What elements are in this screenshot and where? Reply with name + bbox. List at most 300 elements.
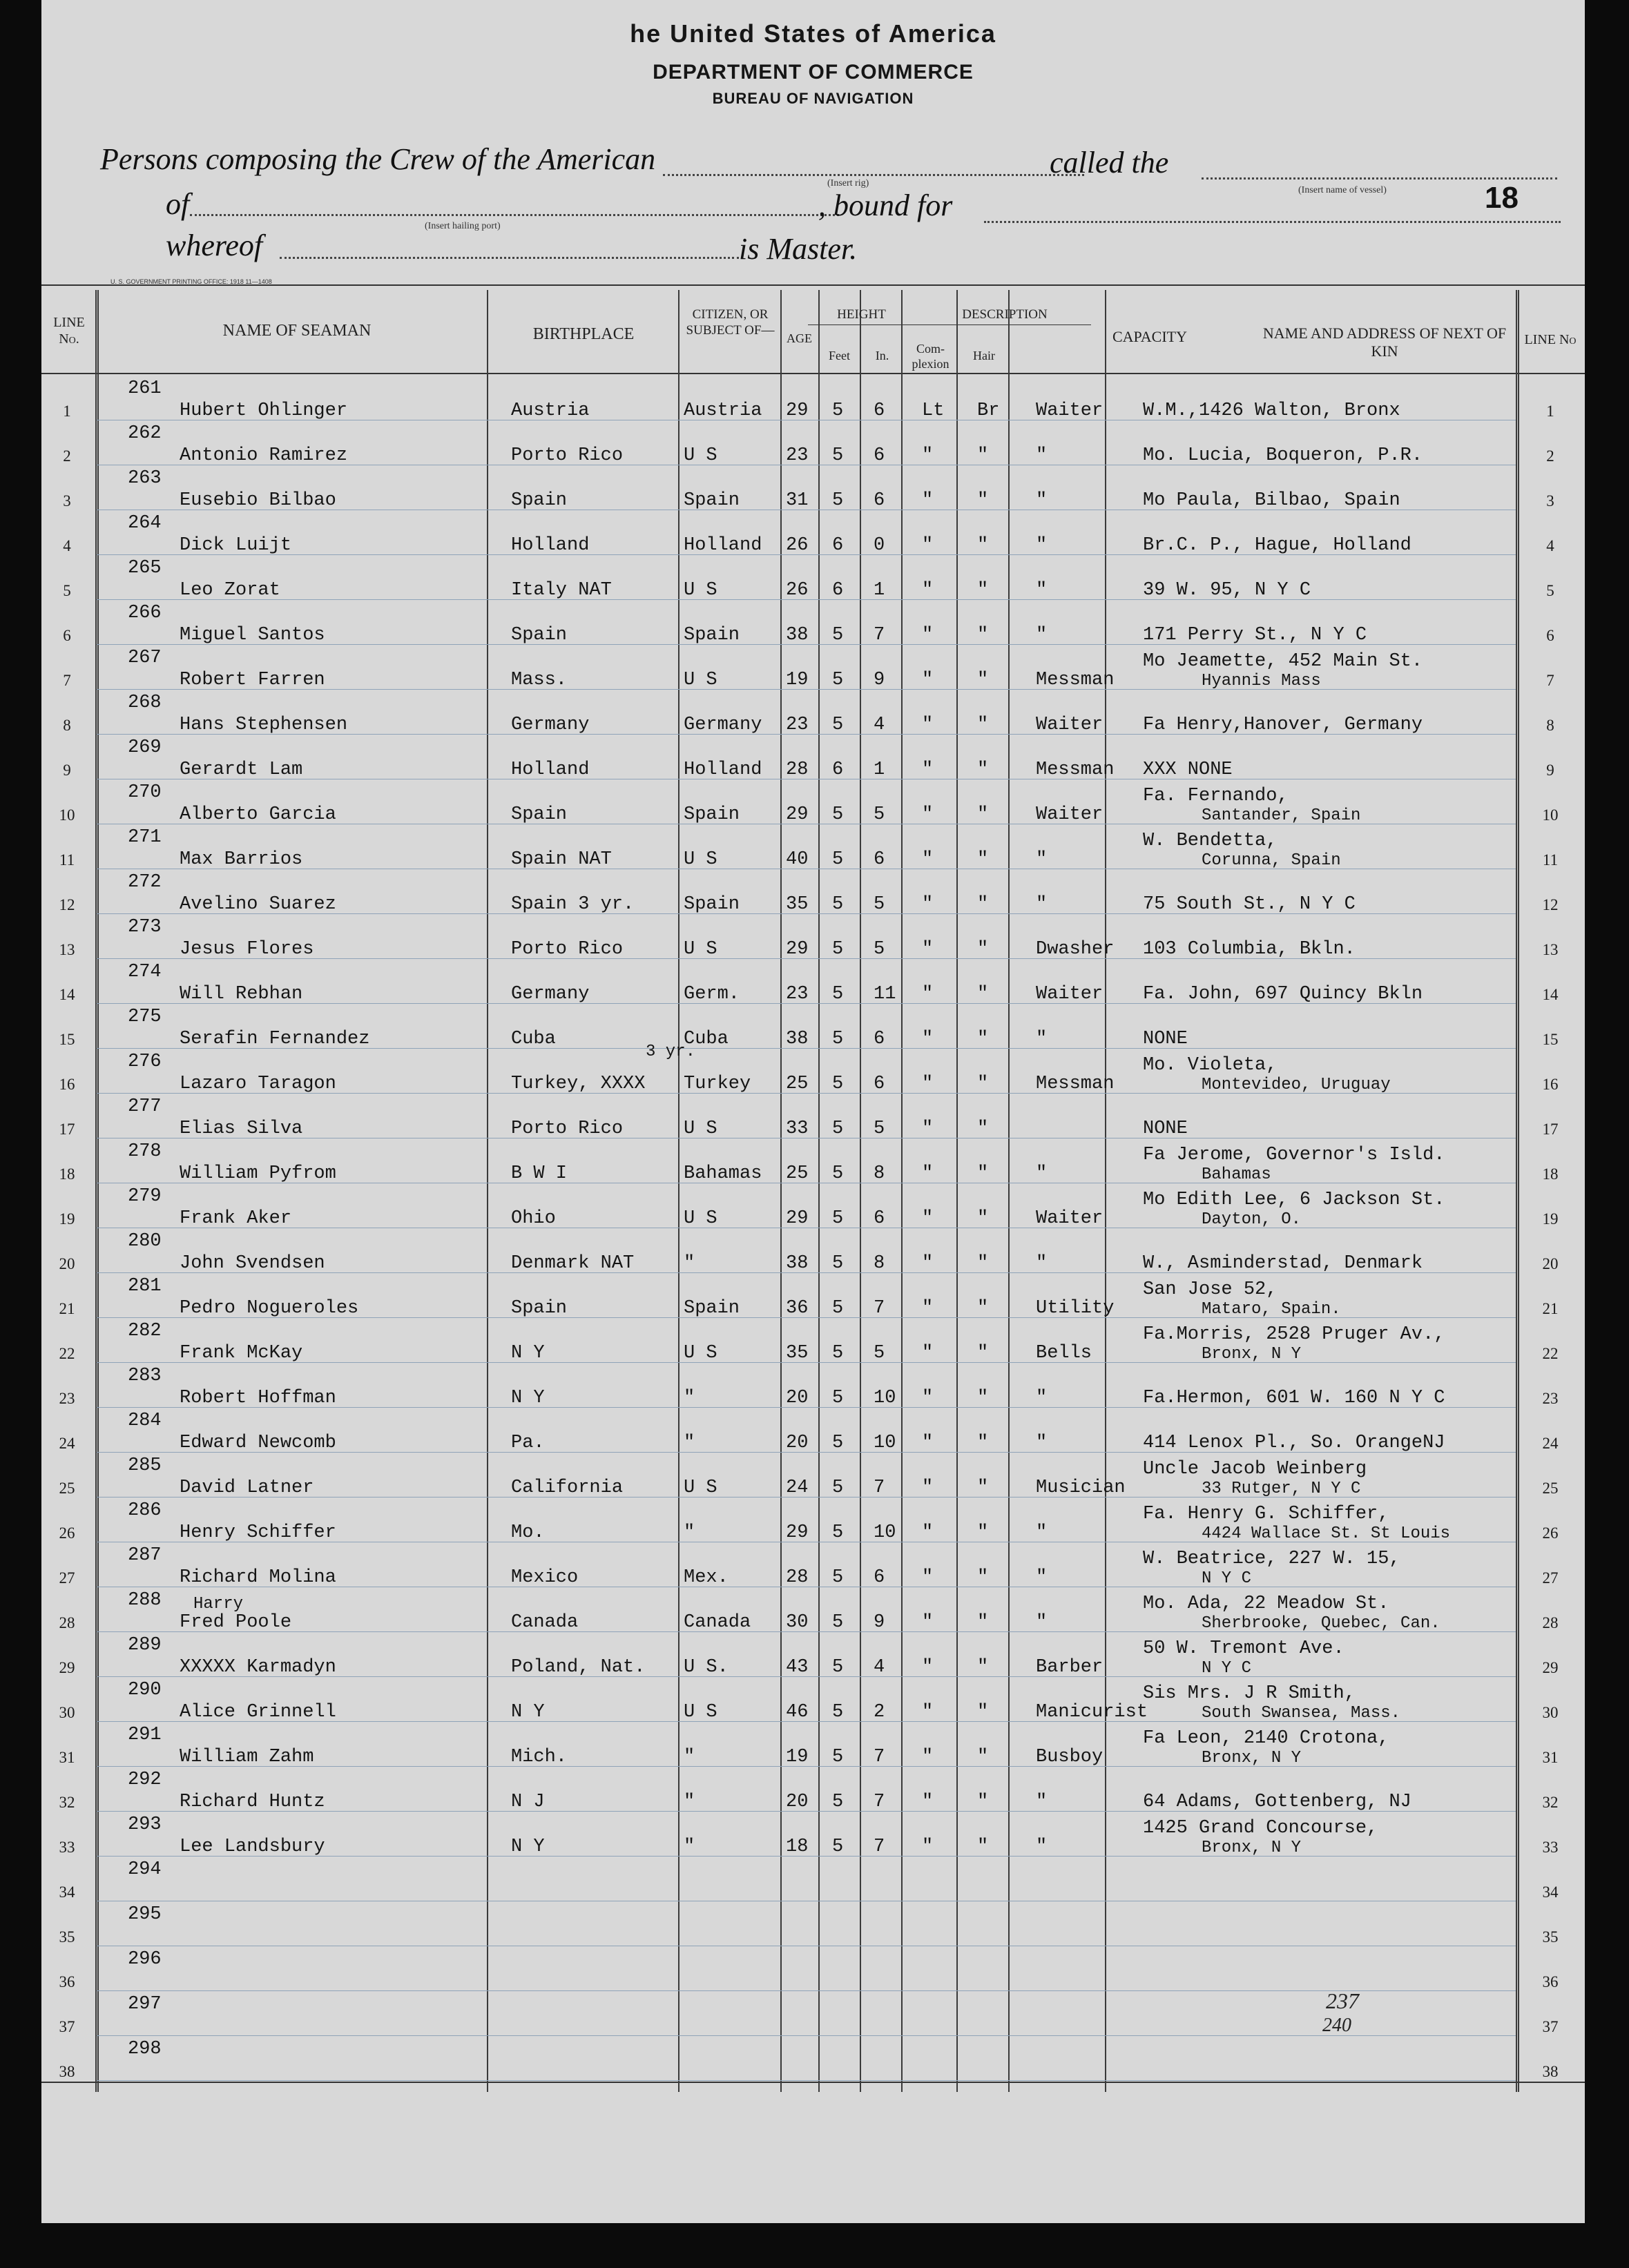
line-number: 38 — [59, 2063, 75, 2080]
height-inches: 1 — [874, 580, 885, 601]
height-inches: 2 — [874, 1702, 885, 1723]
next-of-kin: Fa Jerome, Governor's Isld. — [1143, 1145, 1445, 1165]
complexion: " — [922, 1029, 934, 1049]
age: 23 — [786, 445, 809, 466]
seaman-name: Hubert Ohlinger — [180, 400, 348, 421]
seaman-number: 291 — [128, 1725, 162, 1745]
row-rule — [97, 2080, 1516, 2081]
next-of-kin: Fa.Morris, 2528 Pruger Av., — [1143, 1324, 1445, 1345]
line-number-right: 34 — [1542, 1883, 1559, 1901]
hair: " — [977, 1836, 989, 1857]
citizenship: " — [684, 1747, 695, 1767]
seaman-number: 296 — [128, 1949, 162, 1970]
next-of-kin: Uncle Jacob Weinberg — [1143, 1459, 1367, 1480]
hair: " — [977, 1208, 989, 1229]
capacity: " — [1036, 1567, 1048, 1588]
seaman-number: 292 — [128, 1770, 162, 1790]
line-number-right: 14 — [1542, 986, 1559, 1003]
seaman-number: 271 — [128, 827, 162, 848]
birthplace: N Y — [511, 1836, 545, 1857]
next-of-kin-line-2: Mataro, Spain. — [1202, 1300, 1341, 1319]
height-inches: 7 — [874, 1477, 885, 1498]
height-inches: 6 — [874, 1029, 885, 1049]
birthplace: Germany — [511, 715, 590, 735]
citizenship: U S — [684, 580, 717, 601]
seaman-name: Pedro Nogueroles — [180, 1298, 359, 1319]
capacity: Messman — [1036, 1074, 1115, 1094]
called-the-text: called the — [1050, 146, 1169, 180]
complexion: " — [922, 1298, 934, 1319]
capacity: Waiter — [1036, 1208, 1103, 1229]
hair: " — [977, 1747, 989, 1767]
col-divider — [1008, 290, 1010, 2092]
seaman-name: Henry Schiffer — [180, 1522, 336, 1543]
seaman-name: Fred Poole — [180, 1612, 292, 1633]
capacity: Waiter — [1036, 984, 1103, 1005]
line-number-right: 19 — [1542, 1210, 1559, 1228]
height-feet: 5 — [832, 1522, 844, 1543]
height-feet: 5 — [832, 670, 844, 690]
height-feet: 5 — [832, 1747, 844, 1767]
hailing-port-field — [190, 214, 839, 216]
citizenship: U S — [684, 1208, 717, 1229]
rig-field — [663, 174, 1084, 176]
height-feet: 5 — [832, 1343, 844, 1364]
insert-port-caption: (Insert hailing port) — [425, 221, 501, 231]
line-number-right: 13 — [1542, 941, 1559, 958]
birthplace: Holland — [511, 535, 590, 556]
line-number-right: 8 — [1546, 717, 1554, 734]
next-of-kin: Fa.Hermon, 601 W. 160 N Y C — [1143, 1388, 1445, 1408]
seaman-name: Richard Molina — [180, 1567, 336, 1588]
seaman-name: Richard Huntz — [180, 1792, 325, 1812]
age: 23 — [786, 715, 809, 735]
seaman-number: 288 — [128, 1590, 162, 1611]
age: 43 — [786, 1657, 809, 1678]
age: 23 — [786, 984, 809, 1005]
hair: " — [977, 1702, 989, 1723]
seaman-name: Max Barrios — [180, 849, 303, 870]
line-number: 12 — [59, 896, 75, 913]
age: 29 — [786, 400, 809, 421]
seaman-number: 264 — [128, 513, 162, 534]
birthplace: Spain — [511, 1298, 568, 1319]
capacity: " — [1036, 445, 1048, 466]
birthplace: Mo. — [511, 1522, 545, 1543]
next-of-kin: 171 Perry St., N Y C — [1143, 625, 1367, 646]
seaman-name: Miguel Santos — [180, 625, 325, 646]
height-inches: 6 — [874, 1074, 885, 1094]
complexion: " — [922, 849, 934, 870]
complexion: " — [922, 1657, 934, 1678]
form-of-text: of — [166, 187, 190, 221]
height-inches: 9 — [874, 1612, 885, 1633]
age: 33 — [786, 1118, 809, 1139]
complexion: " — [922, 1208, 934, 1229]
birthplace: Poland, Nat. — [511, 1657, 646, 1678]
birthplace: Italy NAT — [511, 580, 612, 601]
capacity: " — [1036, 1433, 1048, 1453]
line-number-right: 3 — [1546, 492, 1554, 510]
line-number-right: 18 — [1542, 1165, 1559, 1183]
line-number-right: 16 — [1542, 1076, 1559, 1093]
height-feet: 5 — [832, 1657, 844, 1678]
capacity: " — [1036, 1388, 1048, 1408]
complexion: " — [922, 1522, 934, 1543]
complexion: " — [922, 445, 934, 466]
line-number: 8 — [63, 717, 71, 734]
height-feet: 5 — [832, 984, 844, 1005]
age: 35 — [786, 894, 809, 915]
seaman-name: Antonio Ramirez — [180, 445, 348, 466]
complexion: " — [922, 1118, 934, 1139]
height-feet: 5 — [832, 400, 844, 421]
citizenship: " — [684, 1522, 695, 1543]
line-number: 27 — [59, 1569, 75, 1587]
next-of-kin: Mo. Violeta, — [1143, 1055, 1278, 1076]
line-number-right: 32 — [1542, 1794, 1559, 1811]
age: 26 — [786, 580, 809, 601]
citizenship: " — [684, 1433, 695, 1453]
capacity: Waiter — [1036, 715, 1103, 735]
hair: " — [977, 1792, 989, 1812]
line-number: 3 — [63, 492, 71, 510]
next-of-kin-line-2: 33 Rutger, N Y C — [1202, 1480, 1361, 1498]
line-number: 23 — [59, 1390, 75, 1407]
line-number: 36 — [59, 1973, 75, 1990]
age: 30 — [786, 1612, 809, 1633]
line-number: 17 — [59, 1121, 75, 1138]
citizenship: " — [684, 1253, 695, 1274]
hair: " — [977, 849, 989, 870]
capacity: Musician — [1036, 1477, 1126, 1498]
hair: " — [977, 580, 989, 601]
line-number: 37 — [59, 2018, 75, 2035]
age: 28 — [786, 1567, 809, 1588]
height-inches: 5 — [874, 804, 885, 825]
next-of-kin: NONE — [1143, 1118, 1188, 1139]
height-inches: 4 — [874, 715, 885, 735]
next-of-kin: 1425 Grand Concourse, — [1143, 1818, 1378, 1839]
col-divider — [818, 290, 820, 2092]
citizenship: Spain — [684, 804, 740, 825]
line-number-right: 9 — [1546, 762, 1554, 779]
next-of-kin: 103 Columbia, Bkln. — [1143, 939, 1356, 960]
line-number-right: 33 — [1542, 1839, 1559, 1856]
age: 20 — [786, 1792, 809, 1812]
age: 29 — [786, 1522, 809, 1543]
line-number-right: 23 — [1542, 1390, 1559, 1407]
height-feet: 6 — [832, 535, 844, 556]
height-inches: 7 — [874, 1747, 885, 1767]
hair: " — [977, 1612, 989, 1633]
citizenship: U S — [684, 1477, 717, 1498]
height-inches: 6 — [874, 1208, 885, 1229]
capacity: " — [1036, 894, 1048, 915]
col-header-next-of-kin: NAME AND ADDRESS OF NEXT OF KIN — [1262, 324, 1507, 360]
line-number-right: 38 — [1542, 2063, 1559, 2080]
height-inches: 5 — [874, 939, 885, 960]
line-number-right: 37 — [1542, 2018, 1559, 2035]
seaman-name: John Svendsen — [180, 1253, 325, 1274]
next-of-kin: Sis Mrs. J R Smith, — [1143, 1683, 1356, 1704]
col-divider — [780, 290, 782, 2092]
age: 29 — [786, 804, 809, 825]
birthplace: N Y — [511, 1343, 545, 1364]
hair: Br — [977, 400, 1000, 421]
seaman-name: William Zahm — [180, 1747, 314, 1767]
age: 20 — [786, 1433, 809, 1453]
hair: " — [977, 445, 989, 466]
capacity: Barber — [1036, 1657, 1103, 1678]
citizenship: U S — [684, 849, 717, 870]
seaman-number: 261 — [128, 378, 162, 399]
birthplace: Porto Rico — [511, 445, 624, 466]
next-of-kin: 50 W. Tremont Ave. — [1143, 1638, 1344, 1659]
next-of-kin: San Jose 52, — [1143, 1279, 1278, 1300]
line-number: 9 — [63, 762, 71, 779]
seaman-name: Jesus Flores — [180, 939, 314, 960]
next-of-kin-line-2: N Y C — [1202, 1569, 1252, 1588]
height-inches: 6 — [874, 490, 885, 511]
complexion: " — [922, 1836, 934, 1857]
hair: " — [977, 1388, 989, 1408]
col-divider — [95, 290, 99, 2092]
bureau-name: BUREAU OF NAVIGATION — [712, 90, 914, 107]
height-inches: 4 — [874, 1657, 885, 1678]
destination-field — [984, 221, 1561, 223]
birthplace: Germany — [511, 984, 590, 1005]
seaman-number: 285 — [128, 1455, 162, 1476]
height-feet: 6 — [832, 759, 844, 780]
next-of-kin: Mo. Ada, 22 Meadow St. — [1143, 1593, 1389, 1614]
hair: " — [977, 1298, 989, 1319]
citizenship: U S. — [684, 1657, 729, 1678]
complexion: " — [922, 1074, 934, 1094]
next-of-kin: Fa. Henry G. Schiffer, — [1143, 1504, 1389, 1524]
seaman-name: Leo Zorat — [180, 580, 280, 601]
line-number: 32 — [59, 1794, 75, 1811]
height-feet: 6 — [832, 580, 844, 601]
col-divider — [1105, 290, 1106, 2092]
hair: " — [977, 1074, 989, 1094]
col-header-complexion: Com- plexion — [912, 342, 950, 371]
row-rule — [97, 1990, 1516, 1991]
next-of-kin-line-2: Bahamas — [1202, 1165, 1271, 1184]
document-title: he United States of America — [630, 19, 996, 48]
citizenship: U S — [684, 445, 717, 466]
seaman-name: Hans Stephensen — [180, 715, 348, 735]
seaman-number: 282 — [128, 1321, 162, 1341]
line-number-right: 35 — [1542, 1928, 1559, 1946]
above-276-note: 3 yr. — [646, 1043, 696, 1061]
age: 24 — [786, 1477, 809, 1498]
col-header-birthplace: BIRTHPLACE — [532, 325, 635, 343]
next-of-kin-line-2: Bronx, N Y — [1202, 1839, 1302, 1857]
next-of-kin-line-2: Montevideo, Uruguay — [1202, 1076, 1391, 1094]
capacity: Messman — [1036, 670, 1115, 690]
height-inches: 11 — [874, 984, 896, 1005]
line-number: 34 — [59, 1883, 75, 1901]
complexion: " — [922, 1747, 934, 1767]
col-header-height: HEIGHT — [837, 307, 886, 322]
complexion: " — [922, 984, 934, 1005]
hair: " — [977, 759, 989, 780]
col-divider — [1516, 290, 1519, 2092]
above-289-note: Harry — [193, 1595, 244, 1613]
birthplace: Spain — [511, 490, 568, 511]
table-bottom-rule — [41, 2082, 1585, 2083]
birthplace: Pa. — [511, 1433, 545, 1453]
hair: " — [977, 1253, 989, 1274]
seaman-number: 280 — [128, 1231, 162, 1252]
height-feet: 5 — [832, 1074, 844, 1094]
complexion: " — [922, 1702, 934, 1723]
header-bottom-rule — [41, 373, 1585, 374]
height-feet: 5 — [832, 1163, 844, 1184]
hair: " — [977, 1477, 989, 1498]
complexion: " — [922, 670, 934, 690]
seaman-number: 287 — [128, 1545, 162, 1566]
birthplace: Austria — [511, 400, 590, 421]
line-number: 2 — [63, 447, 71, 465]
seaman-number: 286 — [128, 1500, 162, 1521]
printer-imprint: U. S. GOVERNMENT PRINTING OFFICE: 1918 11—1408 — [110, 278, 272, 285]
seaman-number: 275 — [128, 1007, 162, 1027]
birthplace: Spain 3 yr. — [511, 894, 635, 915]
height-feet: 5 — [832, 849, 844, 870]
next-of-kin: Fa. John, 697 Quincy Bkln — [1143, 984, 1423, 1005]
capacity: " — [1036, 1612, 1048, 1633]
next-of-kin-line-2: Bronx, N Y — [1202, 1749, 1302, 1767]
col-header-line-no-right: LINE No — [1524, 332, 1577, 347]
height-inches: 6 — [874, 400, 885, 421]
row-rule — [97, 2035, 1516, 2036]
next-of-kin: Fa Henry,Hanover, Germany — [1143, 715, 1423, 735]
seaman-number: 281 — [128, 1276, 162, 1297]
height-feet: 5 — [832, 939, 844, 960]
line-number: 26 — [59, 1524, 75, 1542]
seaman-name: William Pyfrom — [180, 1163, 336, 1184]
birthplace: Spain — [511, 625, 568, 646]
complexion: " — [922, 1433, 934, 1453]
height-feet: 5 — [832, 490, 844, 511]
complexion: " — [922, 490, 934, 511]
age: 20 — [786, 1388, 809, 1408]
col-header-capacity: CAPACITY — [1112, 328, 1187, 345]
age: 35 — [786, 1343, 809, 1364]
hair: " — [977, 670, 989, 690]
hair: " — [977, 939, 989, 960]
line-number: 20 — [59, 1255, 75, 1272]
citizenship: U S — [684, 1118, 717, 1139]
height-inches: 0 — [874, 535, 885, 556]
line-number-right: 25 — [1542, 1480, 1559, 1497]
birthplace: Holland — [511, 759, 590, 780]
height-inches: 6 — [874, 445, 885, 466]
age: 29 — [786, 939, 809, 960]
insert-vessel-caption: (Insert name of vessel) — [1298, 185, 1387, 195]
height-feet: 5 — [832, 804, 844, 825]
capacity: " — [1036, 1836, 1048, 1857]
birthplace: Mass. — [511, 670, 568, 690]
line-number: 11 — [59, 851, 75, 869]
birthplace: Denmark NAT — [511, 1253, 635, 1274]
citizenship: " — [684, 1836, 695, 1857]
next-of-kin: W. Bendetta, — [1143, 831, 1278, 851]
complexion: " — [922, 1792, 934, 1812]
line-number: 30 — [59, 1704, 75, 1721]
line-number: 29 — [59, 1659, 75, 1676]
line-number-right: 1 — [1546, 403, 1554, 420]
seaman-number: 274 — [128, 962, 162, 982]
line-number-right: 17 — [1542, 1121, 1559, 1138]
hair: " — [977, 1343, 989, 1364]
line-number-right: 31 — [1542, 1749, 1559, 1766]
citizenship: Spain — [684, 625, 740, 646]
seaman-number: 293 — [128, 1814, 162, 1835]
line-number-right: 10 — [1542, 806, 1559, 824]
seaman-number: 295 — [128, 1904, 162, 1925]
capacity: Busboy — [1036, 1747, 1103, 1767]
seaman-number: 298 — [128, 2039, 162, 2059]
capacity: Manicurist — [1036, 1702, 1148, 1723]
complexion: " — [922, 804, 934, 825]
height-feet: 5 — [832, 715, 844, 735]
height-inches: 10 — [874, 1388, 896, 1408]
line-number-right: 28 — [1542, 1614, 1559, 1631]
capacity: " — [1036, 490, 1048, 511]
height-feet: 5 — [832, 894, 844, 915]
line-number: 31 — [59, 1749, 75, 1766]
seaman-number: 290 — [128, 1680, 162, 1700]
seaman-name: Gerardt Lam — [180, 759, 303, 780]
complexion: " — [922, 1388, 934, 1408]
height-feet: 5 — [832, 1836, 844, 1857]
table-top-rule — [41, 284, 1585, 286]
age: 19 — [786, 1747, 809, 1767]
height-inches: 10 — [874, 1433, 896, 1453]
line-number: 24 — [59, 1435, 75, 1452]
form-whereof-text: whereof — [166, 229, 263, 262]
age: 26 — [786, 535, 809, 556]
height-feet: 5 — [832, 1208, 844, 1229]
complexion: " — [922, 625, 934, 646]
tally-note-2: 240 — [1322, 2015, 1351, 2036]
citizenship: U S — [684, 1702, 717, 1723]
seaman-number: 263 — [128, 468, 162, 489]
height-feet: 5 — [832, 1612, 844, 1633]
capacity: Waiter — [1036, 804, 1103, 825]
hair: " — [977, 804, 989, 825]
capacity: " — [1036, 1792, 1048, 1812]
hair: " — [977, 1522, 989, 1543]
citizenship: Canada — [684, 1612, 751, 1633]
seaman-number: 269 — [128, 737, 162, 758]
next-of-kin: Mo Edith Lee, 6 Jackson St. — [1143, 1190, 1445, 1210]
citizenship: Turkey — [684, 1074, 751, 1094]
line-number-right: 24 — [1542, 1435, 1559, 1452]
col-divider — [860, 290, 861, 2092]
line-number: 21 — [59, 1300, 75, 1317]
seaman-number: 273 — [128, 917, 162, 938]
complexion: " — [922, 1163, 934, 1184]
complexion: Lt — [922, 400, 945, 421]
hair: " — [977, 1118, 989, 1139]
next-of-kin-line-2: N Y C — [1202, 1659, 1252, 1678]
seaman-number: 266 — [128, 603, 162, 623]
col-header-hair: Hair — [973, 349, 995, 362]
